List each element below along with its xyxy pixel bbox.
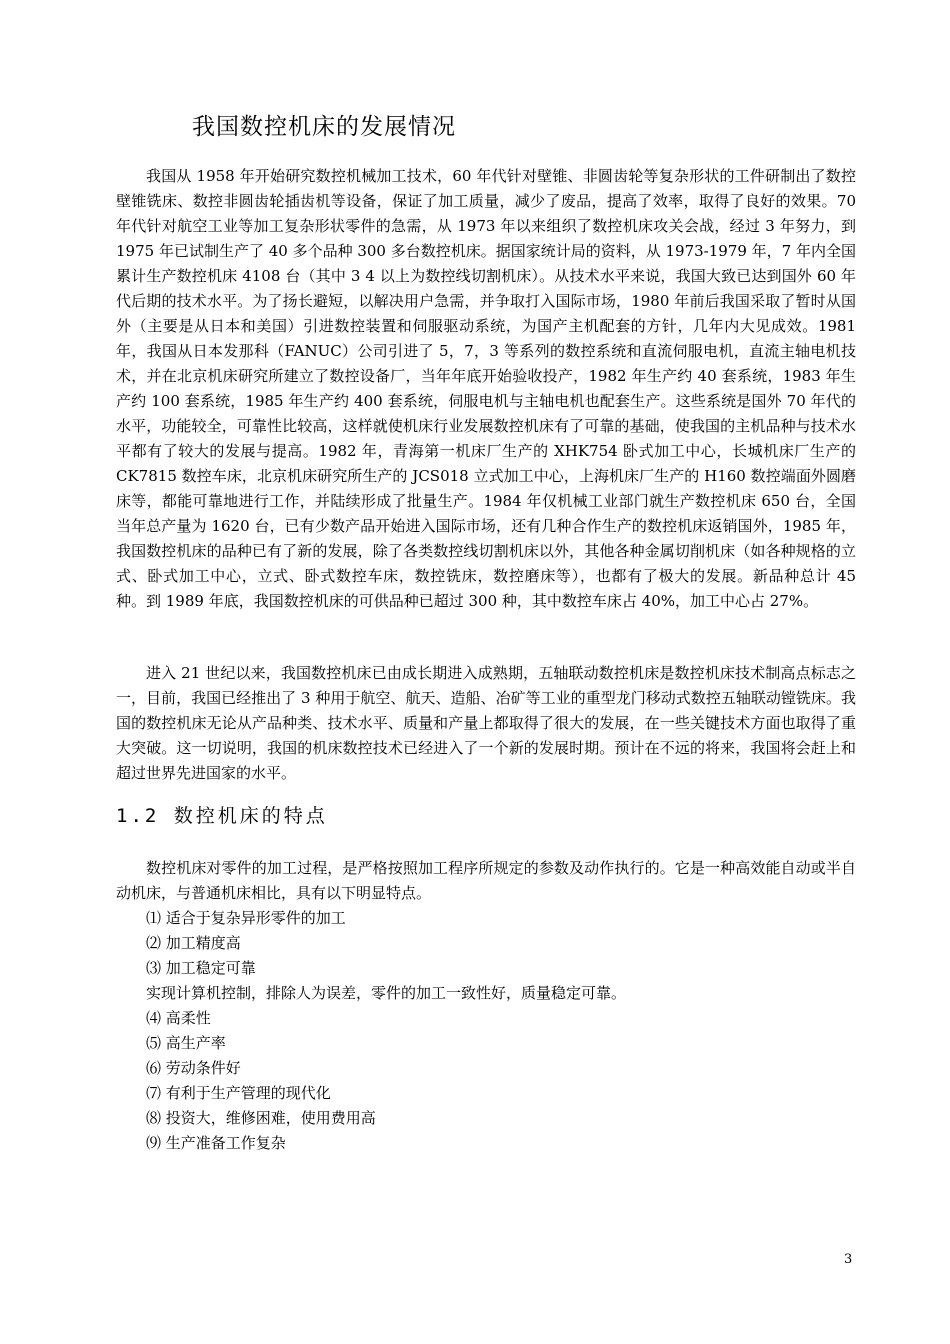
list-item: ⑵ 加工精度高 (146, 934, 241, 952)
list-item: ⑸ 高生产率 (146, 1034, 226, 1052)
paragraph-features-intro: 数控机床对零件的加工过程，是严格按照加工程序所规定的参数及动作执行的。它是一种高效能自动或半自动机床，与普通机床相比，具有以下明显特点。 (116, 859, 856, 902)
list-item: 实现计算机控制，排除人为误差，零件的加工一致性好，质量稳定可靠。 (146, 984, 627, 1002)
list-item: ⑹ 劳动条件好 (146, 1059, 241, 1077)
list-item: ⑺ 有利于生产管理的现代化 (146, 1084, 331, 1102)
list-item: ⑶ 加工稳定可靠 (146, 959, 256, 977)
list-item: ⑻ 投资大，维修困难，使用费用高 (146, 1109, 376, 1127)
page-title: 我国数控机床的发展情况 (192, 114, 456, 140)
list-item: ⑼ 生产准备工作复杂 (146, 1134, 286, 1152)
features-list (146, 906, 846, 1156)
list-item: ⑴ 适合于复杂异形零件的加工 (146, 909, 346, 927)
list-item: ⑷ 高柔性 (146, 1009, 211, 1027)
paragraph-history: 我国从 1958 年开始研究数控机械加工技术，60 年代针对壁锥、非圆齿轮等复杂形状的工件研制出了数控壁锥铣床、数控非圆齿轮插齿机等设备，保证了加工质量，减少了废品，提高了效率，取得了良好的效果。70 年代针对航空工业等加工复杂形状零件的急需，从 1973 年以来组织了数控机床攻关会战，经过 3 年努力，到 1975 年已试制生产了 40 多个品种 300 多台数控机床。据国家统计局的资料，从 1973-1979 年，7 年内全国累计生产数控机床 4108 台（其中 3 4 以上为数控线切割机床）。从技术水平来说，我国大致已达到国外 60 年代后期的技术水平。为了扬长避短，以解决用户急需，并争取打入国际市场，1980 年前后我国采取了暂时从国外（主要是从日本和美国）引进数控装置和伺服驱动系统，为国产主机配套的方针，几年内大见成效。1981 年，我国从日本发那科（FANUC）公司引进了 5，7，3 等系列的数控系统和直流伺服电机，直流主轴电机技术，并在北京机床研究所建立了数控设备厂，当年年底开始验收投产，1982 年生产约 40 套系统，1983 年生产约 100 套系统，1985 年生产约 400 套系统，伺服电机与主轴电机也配套生产。这些系统是国外 70 年代的水平，功能较全，可靠性比较高，这样就使机床行业发展数控机床有了可靠的基础，使我国的主机品种与技术水平都有了较大的发展与提高。1982 年，青海第一机床厂生产的 XHK754 卧式加工中心，长城机床厂生产的 CK7815 数控车床，北京机床研究所生产的 JCS018 立式加工中心，上海机床厂生产的 H160 数控端面外圆磨床等，都能可靠地进行工作，并陆续形成了批量生产。1984 年仅机械工业部门就生产数控机床 650 台，全国当年总产量为 1620 台，已有少数产品开始进入国际市场，还有几种合作生产的数控机床返销国外，1985 年，我国数控机床的品种已有了新的发展，除了各类数控线切割机床以外，其他各种金属切削机床（如各种规格的立式、卧式加工中心，立式、卧式数控车床，数控铣床，数控磨床等），也都有了极大的发展。新品种总计 45 种。到 1989 年底，我国数控机床的可供品种已超过 300 种，其中数控车床占 40%，加工中心占 27%。 (116, 167, 856, 610)
page-number: 3 (844, 1252, 853, 1267)
paragraph-21st-century: 进入 21 世纪以来，我国数控机床已由成长期进入成熟期，五轴联动数控机床是数控机床技术制高点标志之一，目前，我国已经推出了 3 种用于航空、航天、造船、冶矿等工业的重型龙门移动式数控五轴联动镗铣床。我国的数控机床无论从产品种类、技术水平、质量和产量上都取得了很大的发展，在一些关键技术方面也取得了重大突破。这一切说明，我国的机床数控技术已经进入了一个新的发展时期。预计在不远的将来，我国将会赶上和超过世界先进国家的水平。 (116, 664, 856, 782)
section-heading: 1.2 数控机床的特点 (116, 805, 328, 827)
